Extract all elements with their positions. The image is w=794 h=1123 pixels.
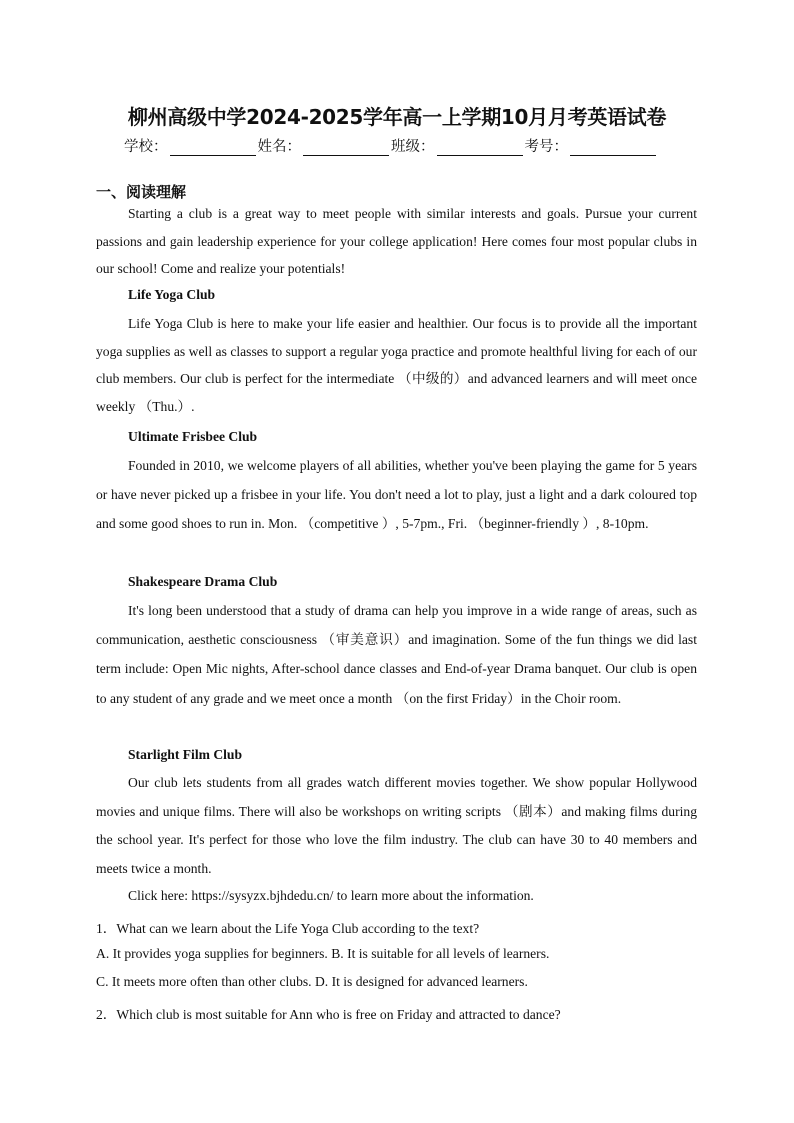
class-blank[interactable] [437, 141, 523, 156]
number-label: 考号： [524, 139, 568, 155]
number-blank[interactable] [570, 141, 656, 156]
question-1-stem: 1．What can we learn about the Life Yoga Club according to the text? [96, 921, 480, 936]
club-link-line[interactable]: Click here: https://sysyzx.bjhdedu.cn/ to learn more about the information. [128, 888, 534, 903]
class-label: 班级： [391, 139, 435, 155]
question-2-stem: 2．Which club is most suitable for Ann who is free on Friday and attracted to dance? [96, 1007, 561, 1022]
club-paragraph-film: Our club lets students from all grades watch different movies together. We show popular Hollywood movies and unique films. There will also be workshops on writing scripts （剧本）and making films during the school year. It's perfect for those who love the film industry. The club can have 30 to 40 members and meets twice a month. [96, 775, 697, 876]
school-label: 学校： [124, 139, 168, 155]
question-1-options-cd: C. It meets more often than other clubs. D. It is designed for advanced learners. [96, 974, 528, 989]
name-label: 姓名： [257, 139, 301, 155]
club-paragraph-frisbee: Founded in 2010, we welcome players of all abilities, whether you've been playing the game for 5 years or have never picked up a frisbee in your life. You don't need a lot to play, just a light and a dark coloured top and some good shoes to run in. Mon. （competitive ）, 5-7pm., Fri. （beginner-friendly ）, 8-10pm. [96, 458, 697, 531]
student-info-row [124, 135, 658, 156]
club-heading-film: Starlight Film Club [128, 747, 243, 762]
intro-paragraph-block [96, 200, 697, 283]
name-blank[interactable] [303, 141, 389, 156]
club-heading-frisbee: Ultimate Frisbee Club [128, 429, 258, 444]
question-1-options-ab: A. It provides yoga supplies for beginners. B. It is suitable for all levels of learners. [96, 946, 550, 961]
club-heading-drama: Shakespeare Drama Club [128, 574, 278, 589]
intro-paragraph: Starting a club is a great way to meet people with similar interests and goals. Pursue your current passions and gain leadership experience for your college application! Here comes four most popular clubs in our school! Come and realize your potentials! [96, 206, 697, 277]
club-text-block-film [96, 769, 697, 883]
club-text-block-yoga [96, 310, 697, 420]
club-text-block-drama [96, 596, 697, 713]
club-paragraph-drama: It's long been understood that a study of drama can help you improve in a wide range of areas, such as communication, aesthetic consciousness （审美意识）and imagination. Some of the fun things we did last term include: Open Mic nights, After-school dance classes and End-of-year Drama banquet. Our club is open to any student of any grade and we meet once a month （on the first Friday）in the Choir room. [96, 603, 697, 706]
club-heading-yoga: Life Yoga Club [128, 287, 216, 302]
club-paragraph-yoga: Life Yoga Club is here to make your life easier and healthier. Our focus is to provide all the important yoga supplies as well as classes to support a regular yoga practice and promote healthful living for each of our club members. Our club is perfect for the intermediate （中级的）and advanced learners and will meet once weekly （Thu.）. [96, 316, 697, 414]
page-title: 柳州高级中学2024-2025学年高一上学期10月月考英语试卷 [127, 105, 667, 129]
section-heading: 一、阅读理解 [96, 183, 187, 201]
school-blank[interactable] [170, 141, 256, 156]
club-text-block-frisbee [96, 451, 697, 538]
